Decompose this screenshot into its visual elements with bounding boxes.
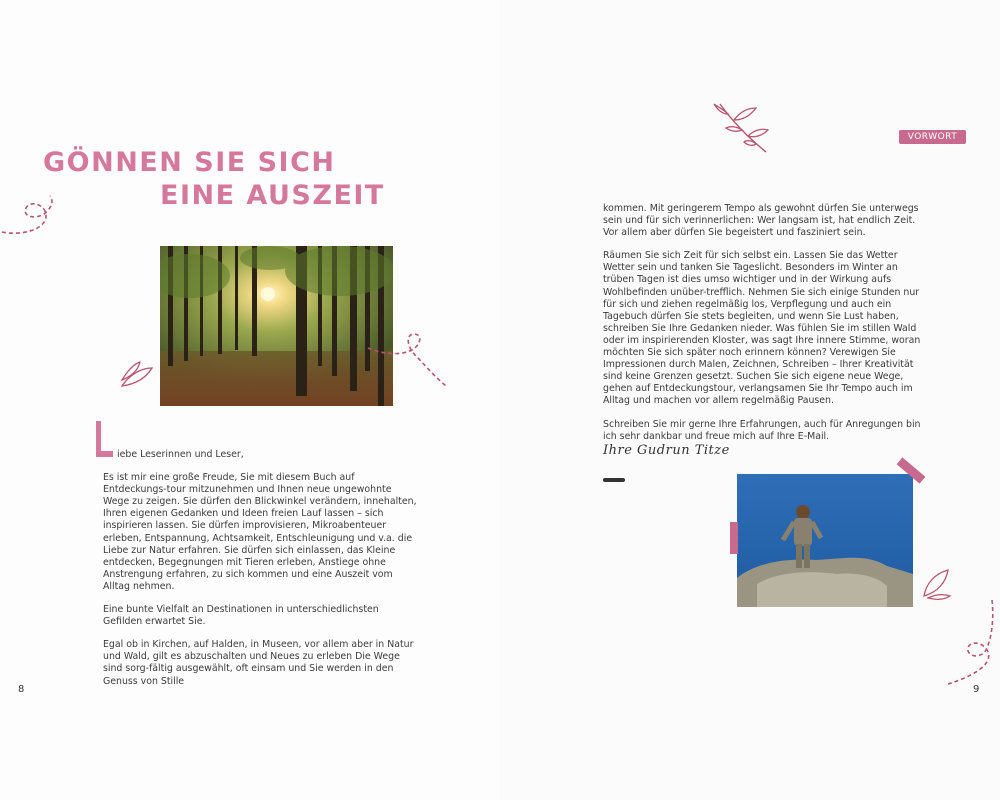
page-number-left: 8 (18, 684, 25, 695)
dashed-swirl-right-icon (940, 598, 998, 688)
author-photo (737, 474, 913, 607)
title-line-2: EINE AUSZEIT (160, 180, 385, 211)
branch-icon (712, 100, 770, 156)
leaf-icon (118, 360, 154, 388)
signature-underline (603, 478, 625, 482)
left-column-text (103, 449, 419, 699)
paragraph: kommen. Mit geringerem Tempo als gewohnt dürfen Sie unterwegs sein und für sich verinnerlichen: Wer langsam ist, hat endlich Zeit. Vor allem aber dürfen Sie begeistert und fasziniert sein. (603, 203, 919, 239)
paragraph: Räumen Sie sich Zeit für sich selbst ein. Lassen Sie das Wetter Wetter sein und tanken Sie Tageslicht. Besonders im Winter an trüben Tagen ist dies umso wichtiger und in der Wirkung aufs Wohlbefinden unüber-trefflich. Nehmen Sie sich einige Stunden nur für sich und ziehen regelmäßig los, Verpflegung und auch ein Tagebuch dürfen Sie stets begleiten, und wenn Sie Lust haben, schreiben Sie Ihre Gedanken nieder. Was fühlen Sie im stillen Wald oder im inspirierenden Kloster, was sagt Ihre innere Stimme, woran möchten Sie sich später noch erinnern können? Verewigen Sie Impressionen durch Malen, Zeichnen, Schreiben – Ihrer Kreativität sind keine Grenzen gesetzt. Suchen Sie sich eigene neue Wege, gehen auf Entdeckungstour, verlangsamen Sie Ihr Tempo auch im Alltag und machen vor allem regelmäßig Pausen. (603, 250, 921, 407)
dashed-swirl-photo-icon (366, 330, 450, 390)
dashed-swirl-left-icon (0, 190, 60, 240)
forest-photo (160, 246, 393, 406)
salutation: iebe Leserinnen und Leser, (117, 449, 244, 460)
leaf-icon (920, 566, 952, 600)
paragraph: Schreiben Sie mir gerne Ihre Erfahrungen, auch für Anregungen bin ich sehr dankbar und freue mich auf Ihre E-Mail. (603, 418, 921, 442)
washi-tape-side (730, 522, 738, 554)
title-line-1: GÖNNEN SIE SICH (43, 147, 336, 178)
paragraph: Egal ob in Kirchen, auf Halden, in Museen, vor allem aber in Natur und Wald, gilt es abzuschalten und Neues zu erleben Die Wege sind sorg-fältig ausgewählt, oft einsam und Sie werden in den Genuss von Stille (103, 639, 414, 687)
paragraph: Es ist mir eine große Freude, Sie mit diesem Buch auf Entdeckungs-tour mitzunehmen und Ihnen neue ungewohnte Wege zu zeigen. Sie dürfen den Blickwinkel verändern, innehalten, Ihren eigenen Gedanken und Ideen freien Lauf lassen – sich inspirieren lassen. Sie dürfen improvisieren, Mikroabenteuer erleben, Entspannung, Achtsamkeit, Entschleunigung und v.a. die Liebe zur Natur erfahren. Sie dürfen sich einlassen, das Kleine entdecken, Begegnungen mit Tieren erleben, Anstiege ohne Anstrengung erfahren, zu sich kommen und eine Auszeit vom Alltag nehmen. (103, 472, 417, 592)
section-tag: VORWORT (899, 130, 966, 144)
right-column-text (603, 203, 921, 454)
signature: Ihre Gudrun Titze (603, 443, 730, 458)
page-number-right: 9 (973, 684, 980, 695)
paragraph: Eine bunte Vielfalt an Destinationen in unterschiedlichsten Gefilden erwartet Sie. (103, 604, 379, 628)
